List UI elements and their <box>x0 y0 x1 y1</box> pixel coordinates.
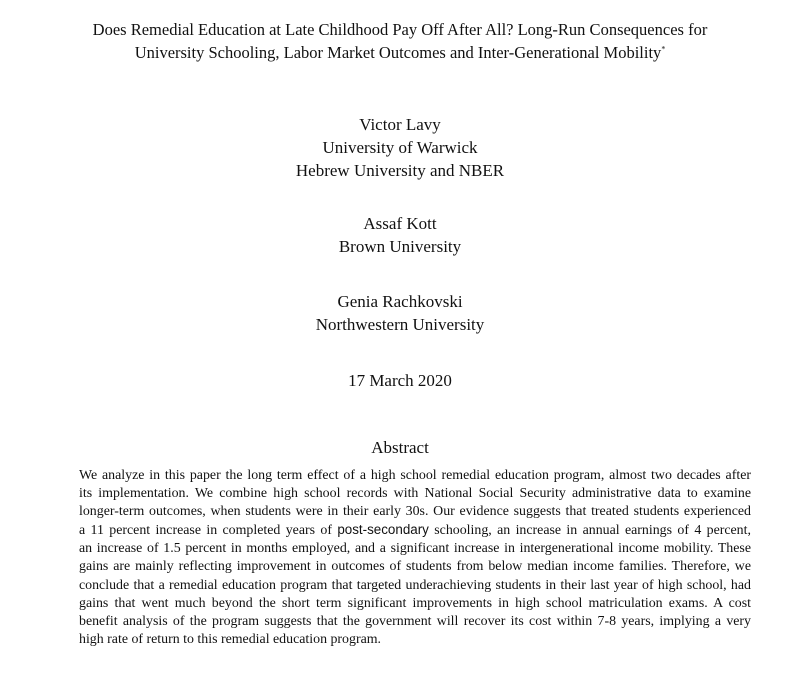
author-affiliation: Hebrew University and NBER <box>295 161 505 180</box>
author-name: Genia Rachkovski <box>337 292 463 311</box>
title-line-2-text: University Schooling, Labor Market Outcomes and Inter-Generational Mobility <box>134 43 662 62</box>
abstract-fragment-sans: post-secondary <box>337 522 429 538</box>
abstract-line: an increase of 1.5 percent in months employed, and a significant increase in intergenerational income mobility. These <box>79 541 751 557</box>
abstract-fragment: a 11 percent increase in completed years of <box>79 523 332 539</box>
abstract-fragment: schooling, an increase in annual earnings of 4 percent, <box>434 523 751 539</box>
author-block-1 <box>0 113 800 182</box>
abstract-line: benefit analysis of the program suggests that the government will recover its cost within 7-8 years, implying a very <box>79 613 751 629</box>
abstract-body <box>79 467 751 649</box>
abstract-heading <box>0 436 800 459</box>
author-affiliation: Northwestern University <box>315 315 485 334</box>
abstract-line: conclude that a remedial education program that targeted underachieving students in their last year of high school, had <box>79 577 751 593</box>
abstract-line: longer-term outcomes, when students were in their early 30s. Our evidence suggests that treated students experienced <box>79 504 751 520</box>
author-name: Victor Lavy <box>359 115 441 134</box>
author-name: Assaf Kott <box>363 214 437 233</box>
title-footnote-mark: * <box>661 44 666 54</box>
abstract-line: gains are mainly reflecting improvement in outcomes of students from below median income families. Therefore, we <box>79 559 751 575</box>
paper-title <box>40 18 760 64</box>
title-line-2 <box>40 41 760 64</box>
abstract-line-mixed <box>79 521 751 540</box>
author-affiliation: University of Warwick <box>322 138 478 157</box>
title-line-1: Does Remedial Education at Late Childhood Pay Off After All? Long-Run Consequences for <box>92 20 708 39</box>
author-affiliation: Brown University <box>338 237 462 256</box>
author-block-2 <box>0 212 800 258</box>
paper-date <box>0 369 800 392</box>
abstract-line: high rate of return to this remedial education program. <box>79 631 382 647</box>
abstract-line: its implementation. We combine high school records with National Social Security administrative data to examine <box>79 486 751 502</box>
abstract-heading-text: Abstract <box>371 438 429 457</box>
abstract-line: We analyze in this paper the long term effect of a high school remedial education program, almost two decades after <box>79 468 751 483</box>
date-text: 17 March 2020 <box>348 371 452 390</box>
author-block-3 <box>0 290 800 336</box>
abstract-line: gains that went much beyond the short term significant improvements in high school matriculation exams. A cost <box>79 595 751 611</box>
